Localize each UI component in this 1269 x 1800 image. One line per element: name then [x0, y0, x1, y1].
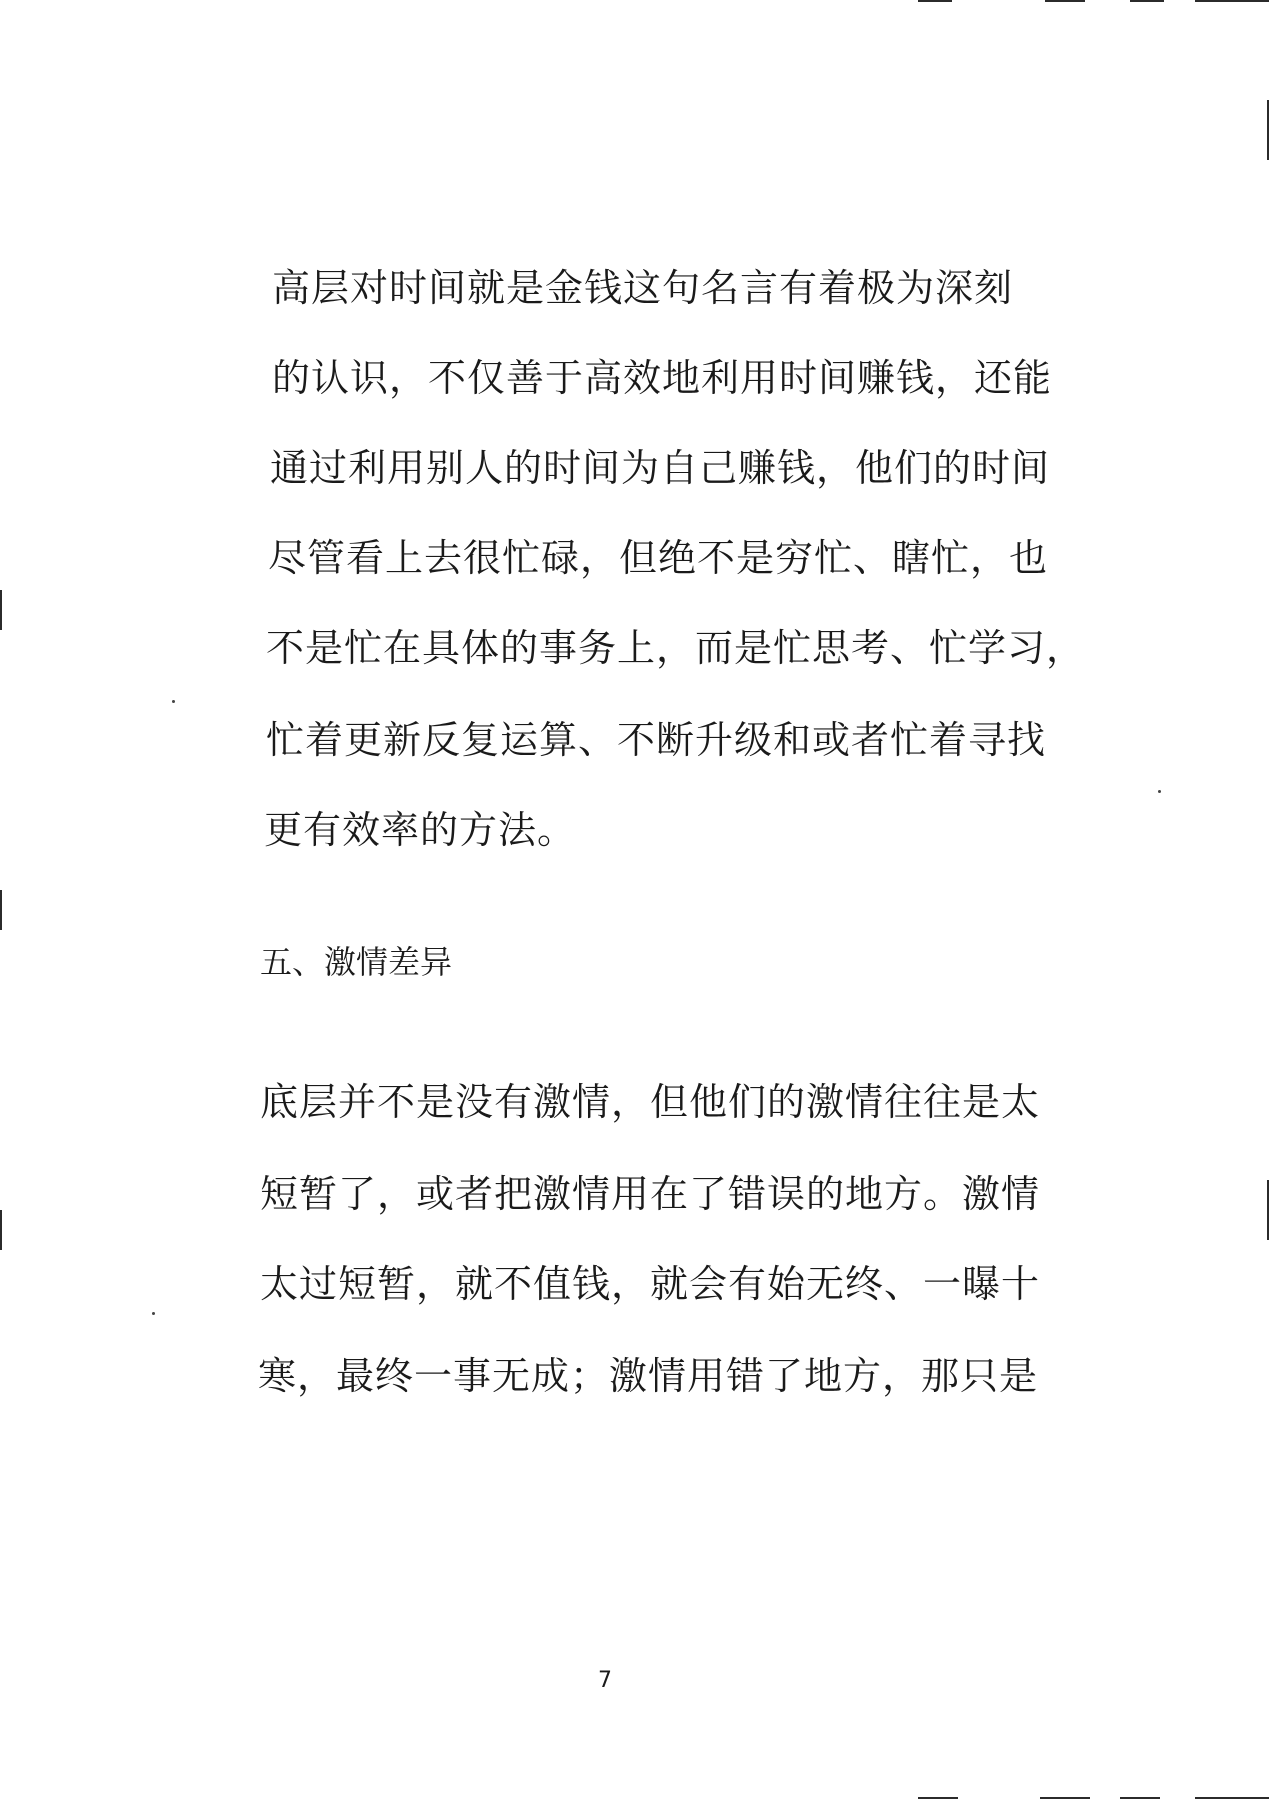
scan-edge-mark [1045, 0, 1085, 2]
scan-speck [152, 1312, 155, 1315]
paragraph-line: 忙着更新反复运算、不断升级和或者忙着寻找 [266, 718, 1047, 762]
paragraph-line: 寒，最终一事无成；激情用错了地方，那只是 [258, 1354, 1039, 1398]
paragraph-line: 不是忙在具体的事务上，而是忙思考、忙学习， [266, 626, 1086, 670]
paragraph-line: 的认识，不仅善于高效地利用时间赚钱，还能 [272, 356, 1053, 400]
scan-edge-mark [1195, 0, 1269, 2]
scan-edge-mark [1130, 0, 1164, 2]
page-number: 7 [598, 1668, 612, 1693]
scan-edge-mark [1040, 1797, 1090, 1799]
scan-edge-mark [0, 890, 2, 930]
paragraph-line: 更有效率的方法。 [264, 808, 577, 852]
paragraph-line: 太过短暂，就不值钱，就会有始无终、一曝十 [260, 1262, 1041, 1306]
paragraph-line: 高层对时间就是金钱这句名言有着极为深刻 [272, 266, 1014, 310]
paragraph-line: 尽管看上去很忙碌，但绝不是穷忙、瞎忙，也 [268, 536, 1049, 580]
paragraph-line: 底层并不是没有激情，但他们的激情往往是太 [260, 1080, 1041, 1124]
paragraph-line: 短暂了，或者把激情用在了错误的地方。激情 [260, 1172, 1041, 1216]
scan-edge-mark [0, 1210, 2, 1250]
scan-speck [172, 700, 175, 703]
scan-edge-mark [918, 0, 952, 2]
paragraph-line: 通过利用别人的时间为自己赚钱，他们的时间 [270, 446, 1051, 490]
section-heading: 五、激情差异 [260, 943, 453, 981]
scan-edge-mark [1120, 1797, 1160, 1799]
scan-edge-mark [918, 1797, 958, 1799]
scan-speck [1158, 790, 1161, 793]
scan-edge-mark [1195, 1797, 1269, 1799]
scan-edge-mark [0, 590, 2, 630]
